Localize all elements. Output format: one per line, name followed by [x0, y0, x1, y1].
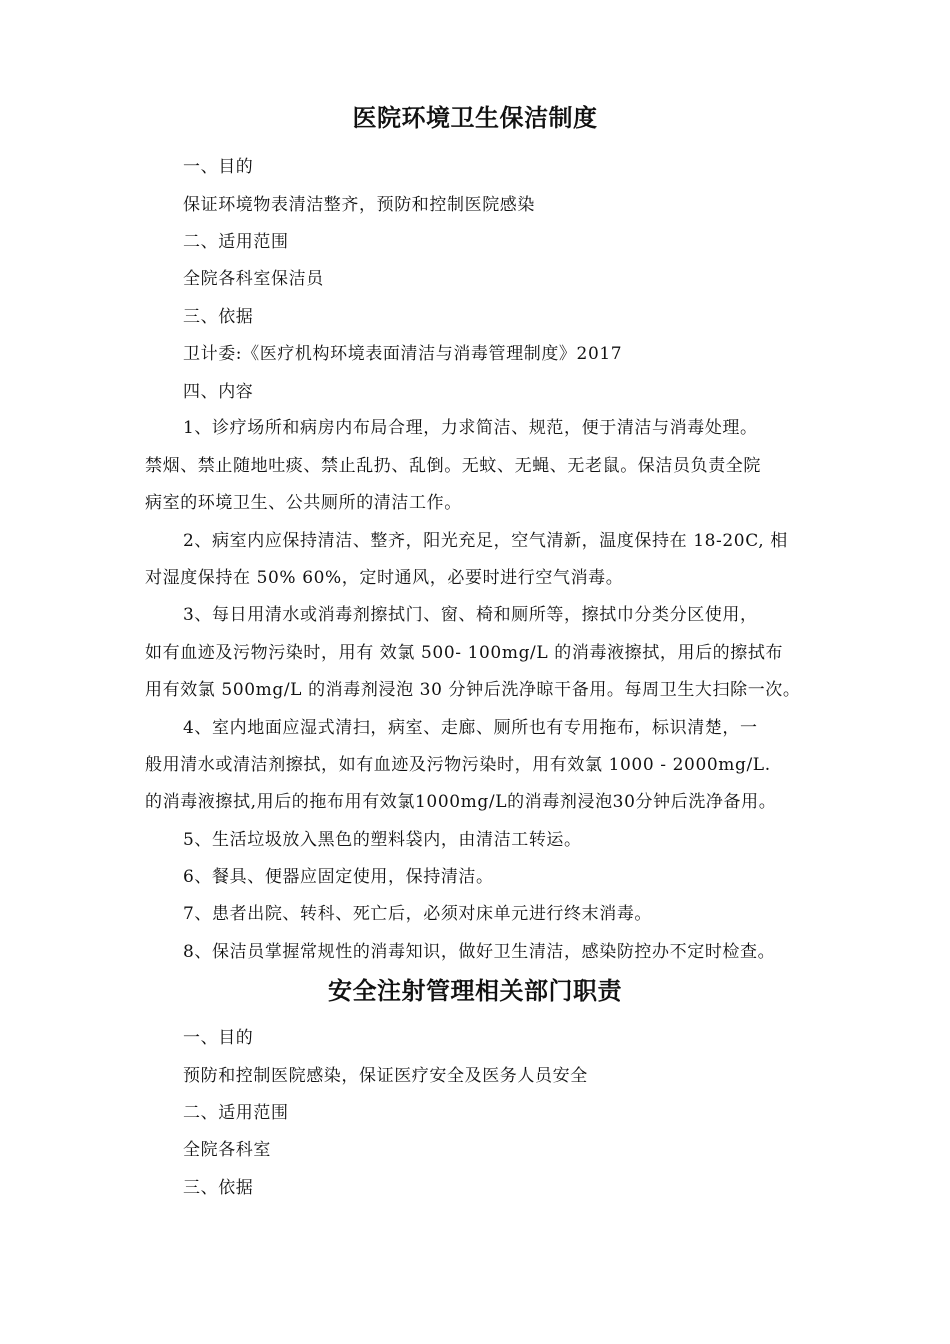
paragraph-line: 如有血迹及污物污染时，用有 效氯 500- 100mg/L 的消毒液擦拭，用后的擦拭布 — [145, 643, 784, 663]
section-title: 医院环境卫生保洁制度 — [352, 104, 598, 132]
paragraph-line: 5、生活垃圾放入黑色的塑料袋内，由清洁工转运。 — [183, 830, 582, 850]
paragraph-line: 病室的环境卫生、公共厕所的清洁工作。 — [145, 493, 462, 513]
paragraph-line: 用有效氯 500mg/L 的消毒剂浸泡 30 分钟后洗净晾干备用。每周卫生大扫除一次。 — [145, 680, 801, 700]
heading-scope: 二、适用范围 — [183, 1103, 289, 1123]
paragraph-line: 4、室内地面应湿式清扫，病室、走廊、厕所也有专用拖布，标识清楚，一 — [183, 718, 758, 738]
heading-scope: 二、适用范围 — [183, 232, 289, 252]
paragraph-line: 般用清水或清洁剂擦拭，如有血迹及污物污染时，用有效氯 1000 - 2000mg/L. — [145, 755, 771, 775]
paragraph-line: 对湿度保持在 50% 60%，定时通风，必要时进行空气消毒。 — [145, 568, 624, 588]
paragraph-line: 3、每日用清水或消毒剂擦拭门、窗、椅和厕所等，擦拭巾分类分区使用， — [183, 605, 758, 625]
paragraph-line: 卫计委:《医疗机构环境表面清洁与消毒管理制度》2017 — [183, 344, 623, 364]
paragraph-line: 2、病室内应保持清洁、整齐，阳光充足，空气清新，温度保持在 18-20C, 相 — [183, 531, 788, 551]
paragraph-line: 全院各科室保洁员 — [183, 269, 324, 289]
paragraph-line: 禁烟、禁止随地吐痰、禁止乱扔、乱倒。无蚊、无蝇、无老鼠。保洁员负责全院 — [145, 456, 761, 476]
section-title: 安全注射管理相关部门职责 — [328, 977, 622, 1005]
heading-purpose: 一、目的 — [183, 1028, 254, 1048]
paragraph-line: 7、患者出院、转科、死亡后，必须对床单元进行终末消毒。 — [183, 904, 653, 924]
paragraph-line: 全院各科室 — [183, 1140, 271, 1160]
heading-basis: 三、依据 — [183, 307, 254, 327]
paragraph-line: 预防和控制医院感染，保证医疗安全及医务人员安全 — [183, 1066, 588, 1086]
paragraph-line: 的消毒液擦拭,用后的拖布用有效氯1000mg/L的消毒剂浸泡30分钟后洗净备用。 — [145, 792, 777, 812]
paragraph-line: 8、保洁员掌握常规性的消毒知识，做好卫生清洁，感染防控办不定时检查。 — [183, 942, 776, 962]
paragraph-line: 保证环境物表清洁整齐，预防和控制医院感染 — [183, 195, 535, 215]
paragraph-line: 1、诊疗场所和病房内布局合理，力求简洁、规范，便于清洁与消毒处理。 — [183, 418, 758, 438]
heading-basis: 三、依据 — [183, 1178, 254, 1198]
heading-content: 四、内容 — [183, 382, 254, 402]
paragraph-line: 6、餐具、便器应固定使用，保持清洁。 — [183, 867, 494, 887]
heading-purpose: 一、目的 — [183, 157, 254, 177]
